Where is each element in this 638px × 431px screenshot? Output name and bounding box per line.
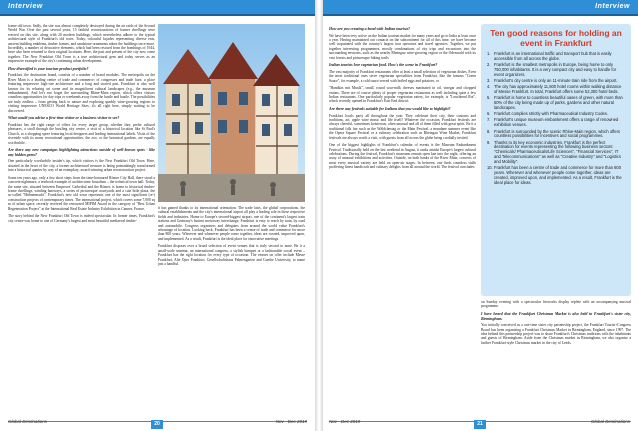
- footer-date: Nov - Dec 2019: [275, 419, 307, 424]
- reason-number: 6.: [487, 111, 491, 117]
- reason-item: [487, 166, 625, 185]
- reason-item: [487, 52, 625, 62]
- reason-text: Thanks to its key economic industries, Frankfurt is the perfect destination for events representing the following business sectors: "Chemicals/ Pharmaceuticals/Life Sciences", "Financial Services", IT and Telecommunications" as well as "Creative Industry" and "Logistics and Mobility".: [494, 139, 622, 164]
- reason-text: Frankfurt's unique museum embankment offers a range of renowned exhibition venues.: [494, 117, 619, 128]
- answer: The story behind the New Frankfurt Old Town is indeed spectacular. In former times, Frankfurt's city centre was home to one of Germany's largest and most beautiful mediaeval timber-: [8, 214, 155, 223]
- reason-item: [487, 79, 625, 84]
- answer: Frankfurt has the right range of offers for every target group, whether they prefer cultural pleasures, a stroll through the bustling city centre, a visit of a historical location like St Paul's Church, or a shopping spree featuring local designers and leading international labels. Visits of the riverside with its many recreational opportunities, the zoo, or the botanical gardens, are equally worthwhile.: [8, 122, 155, 145]
- question: Are there any festivals suitable for Indians that you would like to highlight?: [329, 107, 451, 112]
- answer: The vast majority of Frankfurt restaurants offer at least a small selection of vegetarian dishes. Even the most traditional ones serve vegetarian specialities from Frankfurt, like the famous "Green Sauce", for example, a cold sauce served with boiled eggs and potatoes, or: [329, 69, 476, 83]
- spine-gutter: [315, 0, 323, 431]
- page-number: 20: [151, 420, 163, 429]
- answer: Frankfurt disposes over a broad selection of event venues that is truly second to none. Be it a small-scale seminar, an international congress, a stylish banquet or a fashionable social event – Frankfurt has the right location for every type of occasion. The venues on offer include Messe Frankfurt, Alte Oper Frankfurt, Gesellschaftshaus Palmengarten and Goethe University, to name just a handful.: [158, 244, 305, 267]
- reason-number: 3.: [487, 78, 491, 83]
- right-column: [158, 206, 305, 270]
- intro-paragraph: frame old town. Sadly, the site was almost completely destroyed during the air raids of the Second World War. Over the past several years, 15 faithful reconstructions of former dwellings were erected on this site, along with 20 modern buildings, which nevertheless adhere to the typical architectural style of Frankfurt's old town. Today, colourful façades representing diverse eras, ancient building emblems, timber frames, and sandstone ornaments adorn the buildings once more. Incredibly, a number of decorative elements, which had been rescued from the bombings of 1944, have also been returned to their original locations. Here, the past and present of the city now come together. The New Frankfurt Old Town is a true architectural gem and today serves as an impressive example of the city's continuing urban development.: [8, 24, 155, 64]
- city-photo: [158, 24, 305, 202]
- answer: Frankfurt locals party all throughout the year. They celebrate their city, their customs and traditions, art, apple wine music and life itself! Whatever the occasion, Frankfurt festivals are always cheerful, sometimes boisterous, often unusual and all of them filled with great spirit. Be it a traditional folk fair such as the Wäldchestag or the Main Festival, a mundane summer event like the Opera Square Festival or a culinary celebration such as Rheingau Wine Market, Frankfurt festivals are always worth a visit, with guests from all across the globe being cordially invited.: [329, 113, 476, 140]
- reason-number: 2.: [487, 62, 491, 68]
- reason-number: 4.: [487, 84, 491, 90]
- reason-number: 9.: [487, 139, 491, 145]
- reasons-list: [487, 52, 625, 186]
- reason-item: [487, 112, 625, 117]
- reason-item: [487, 63, 625, 78]
- reason-number: 10.: [487, 165, 493, 171]
- left-column: [8, 24, 155, 226]
- header-bar: [0, 0, 315, 16]
- answer: Frankfurt, the destination brand, consists of a number of brand modules. The metropolis on the River Main is a leading centre of trade and commerce; of congresses and trade fairs; a place featuring impressive high-rise architecture and a long and storied past. Frankfurt is also well known for its relaxing art scene and its magnificent cultural landscapes (e.g., the museum embankment). And let's not forget the surrounding Rhine-Main region, which offers visitors countless opportunities for day trips or weekends away from the hustle and bustle. The possibilities are truly endless – from getting back to nature and exploring sparkly wine-growing regions to visiting impressive UNESCO World Heritage Sites, it's all right here, simply waiting to be discovered.: [8, 73, 155, 113]
- reason-item: [487, 85, 625, 95]
- question: I have heard that the Frankfurt Christmas Market is also held in Frankfurt's sister city, Birmingham.: [481, 312, 631, 321]
- reason-number: 8.: [487, 128, 491, 134]
- reason-number: 5.: [487, 95, 491, 101]
- footer-date: Nov - Dec 2019: [329, 419, 361, 424]
- ten-reasons-box: [481, 24, 631, 296]
- reason-text: Frankfurt has been a centre of trade and commerce for more than 800 years. Wherever and whenever people come together, ideas are created, improved upon, and implemented. As a result, Frankfurt is the ideal place for ideas.: [494, 165, 622, 185]
- footer-magazine-name: Global Destinations: [590, 419, 630, 424]
- right-column: [481, 300, 631, 348]
- reason-number: 7.: [487, 117, 491, 123]
- reason-text: Frankfurt is an international traffic and transport hub that is easily accessible from all across the globe.: [494, 51, 612, 61]
- reason-text: Frankfurt is home to countless beautiful oases of green, with more than 50% of the city being made up of parks, gardens and other natural landscapes.: [494, 95, 623, 110]
- answer: on Sunday evening with a spectacular fireworks display replete with an accompanying musical programme.: [481, 300, 631, 309]
- reason-text: Frankfurt is the smallest metropolis in Europe, being home to only 750,000 inhabitants. It is a very compact city and easy to handle for event organizers.: [494, 62, 617, 77]
- question: How are you creating a bond with Indian tourists?: [329, 27, 411, 31]
- question: How diversified is your tourism product portfolio?: [8, 66, 89, 71]
- reason-item: [487, 118, 625, 128]
- question: Are there any new campaigns highlighting attractions outside of well-known spots - like any hidden gems?: [8, 148, 155, 157]
- section-label: Interview: [8, 3, 43, 10]
- reason-item: [487, 96, 625, 111]
- answer: Some ten years ago, only a few short steps from the time-honoured Römer City Hall, there stood a concrete nightmare, a textbook example of architectonic brutalism – the technical town hall. Today, the same site, situated between Emperors' Cathedral and the Römer, is home to historical timber-frame dwellings, winding laneways, a series of picturesque courtyards and a cute little plaza, the so-called "Hühnermarkt". Frankfurt's new old town represents one of the most significant (re-) construction projects of contemporary times. The international project, which covers some 7,000 sq m of urban space, recently received the renowned MIPIM Award in the category of "Best Urban Regeneration Project" at the International Real Estate Industry Exhibition in Cannes, France.: [8, 175, 155, 211]
- answer: One particularly worthwhile insider's tip, which visitors is the New Frankfurt Old Town. Here, situated in the heart of the city, a former architectural treasure is being painstakingly transformed into a historical quarter by way of an exemplary, award-winning urban reconstruction project.: [8, 159, 155, 173]
- left-page: [0, 0, 315, 431]
- section-label: Interview: [595, 3, 630, 10]
- footer-magazine-name: Global Destinations: [8, 419, 48, 424]
- reason-item: [487, 141, 625, 165]
- left-column: [329, 24, 476, 173]
- reason-number: 1.: [487, 51, 491, 56]
- reason-text: Frankfurt's city centre is only an 11-minute train ride from the airport.: [494, 78, 618, 83]
- header-bar: [323, 0, 638, 16]
- reason-text: Frankfurt complies strictly with Pharmaceutical Industry Codes.: [494, 111, 608, 117]
- answer: You initially conceived as a one-time sister city partnership project, the Frankfurt Tourist+Congress Board has been organising a Frankfurt Christmas Market in Birmingham, England, since 1997. The idea behind this partnership project was to share Frankfurt's Christmas traditions with the inhabitants and guests of Birmingham. Aside from the Christmas market in Birmingham, we also organise a further Frankfurt-style Christmas market in the city of Leeds.: [481, 323, 631, 345]
- reason-text: The city has approximately 11,500 hotel rooms within walking distance of Messe Frankfurt. In total, Frankfurt offers some 52,300 hotel beds.: [494, 84, 622, 95]
- answer: One of the biggest highlights of Frankfurt's calendar of events is the Museum Embankment Festival. Traditionally held on the last weekend in August, it ranks amidst Europe's largest cultural celebrations. During the festival, Frankfurt's museums remain open late into the night, offering an array of unusual exhibitions and activities. Outside, on both banks of the River Main, concerts of most every musical variety are held on open-air stages. In between, one finds countless stalls proffering finest handicraft and culinary delights from all around the world. The festival concludes: [329, 143, 476, 170]
- question: What would you advise a first-time visitor or a business visitor to see?: [8, 116, 120, 121]
- reason-item: [487, 130, 625, 140]
- old-town-photo-icon: [158, 24, 305, 202]
- answer: We have been very active on the Indian tourism market for many years and go to India at least once a year. Having maintained our contacts on the subcontinent for all of this time, we have become well acquainted with the country's largest tour operators and travel agencies. Together, we put together interesting programmes, mostly combinations of city trips and excursions into the surrounding environs, such as the nearby Rheingau wine-growing region or the Odenwald with its vast forests and picturesque hiking trails.: [329, 33, 476, 60]
- box-title: Ten good reasons for holding an event in Frankfurt: [490, 28, 622, 48]
- reason-text: Frankfurt is surrounded by the scenic Rhine-Main region, which offers countless possibilities for incentives and social programmes.: [494, 128, 620, 139]
- answer: "Handkäs mit Musik", small, round sour-milk cheeses marinated in oil, vinegar and chopped onions. There are of course plenty of proper vegetarian restaurants as well including quite a few Indian restaurants. One particularly popular vegetarian eatery, for example, is "Leuchtend Rot", which recently opened in Frankfurt's East End district.: [329, 86, 476, 104]
- page-number: 21: [474, 420, 486, 429]
- answer: it has gained thanks to its international orientation. The trade fairs, the global corporations, the cultural establishments and the city's international airport all play a leading role in these respective fields and industries. Home to Europe's second-biggest airport, one of the continent's largest train stations and Germany's busiest motorway interchange, Frankfurt is easy to reach by train, by road and automobile. Congress organisers and delegates from around the world value Frankfurt's advantage of location. Looking back, Frankfurt has been a centre of trade and commerce for more than 800 years. Wherever and whenever people come together, ideas are created, improved upon, and implemented. As a result, Frankfurt is the ideal place for innovative meetings.: [158, 206, 305, 241]
- right-page: [323, 0, 638, 431]
- question: Indian tourists love vegetarian food. How's the scene in Frankfurt?: [329, 63, 438, 68]
